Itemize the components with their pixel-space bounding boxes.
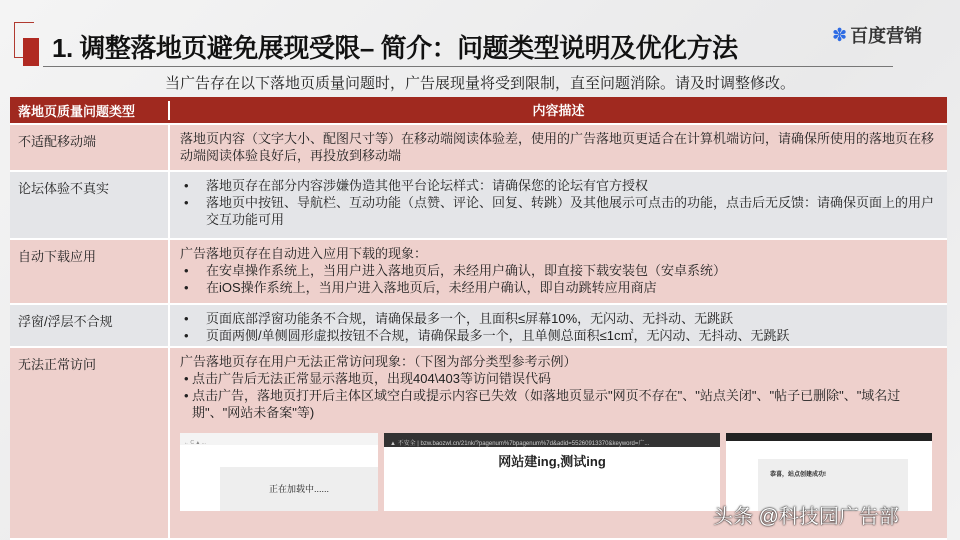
bullet-item: • 落地页存在部分内容涉嫌伪造其他平台论坛样式：请确保您的论坛有官方授权 [184,178,649,193]
issue-desc [170,240,947,303]
issue-type: 自动下载应用 [10,240,170,303]
decor-block [23,38,39,66]
table-row [10,172,947,240]
baidu-logo [832,22,922,48]
issues-table [10,97,947,540]
building-text: 网站建ing,测试ing [498,454,606,469]
bullet-item: • 在iOS操作系统上，当用户进入落地页后，未经用户确认，即自动跳转应用商店 [184,280,657,295]
paw-icon: ✽ [832,24,848,45]
column-header: 内容描述 [532,102,585,118]
table-header [10,97,947,125]
example-building-page [384,433,720,511]
bullet-item: • 页面底部浮窗功能条不合规，请确保最多一个，且面积≤屏幕10%，无闪动、无抖动、无跳跃 [184,311,734,326]
subtitle: 当广告存在以下落地页质量问题时，广告展现量将受到限制，直至问题消除。请及时调整修改。 [164,75,795,92]
bullet-item: • 页面两侧/单侧圆形虚拟按钮不合规，请确保最多一个，且单侧总面积≤1c㎡，无闪动、无抖动、无跳跃 [184,328,790,343]
issue-type: 不适配移动端 [10,125,170,170]
example-loading-page: ← C ▲ ... 正在加载中...... [180,433,378,511]
title-divider [43,66,893,67]
bullet-item: • 点击广告，落地页打开后主体区域空白或提示内容已失效（如落地页显示"网页不存在"、"站点关闭"、"帖子已删除"、"域名过期"、"网站未备案"等) [184,388,901,420]
issue-type: 论坛体验不真实 [10,172,170,238]
logo-text: 百度营销 [850,26,923,46]
bullet-item: • 落地页中按钮、导航栏、互动功能（点赞、评论、回复、转跳）及其他展示可点击的功能，点击后无反馈：请确保页面上的用户交互功能可用 [184,195,935,227]
column-header: 落地页质量问题类型 [10,101,170,120]
table-row [10,305,947,348]
issue-type: 无法正常访问 [10,348,170,538]
bullet-item: • 点击广告后无法正常显示落地页，出现404\403等访问错误代码 [184,371,551,386]
issue-desc [170,172,947,238]
success-text: 恭喜，站点创建成功! [758,459,908,511]
watermark: 头条 @科技园广告部 [713,506,899,528]
url-bar: ▲ 不安全 | bzw.baozwl.cn/21nk/?pagenum%7bpagenum%7d&adid=55260913370&keyword=广... [384,433,720,447]
issue-type: 浮窗/浮层不合规 [10,305,170,346]
table-row [10,125,947,172]
issue-desc: 落地页内容（文字大小、配图尺寸等）在移动端阅读体验差，使用的广告落地页更适合在计算机端访问，请确保所使用的落地页在移动端阅读体验良好后，再投放到移动端 [180,131,935,163]
loading-text: 正在加载中...... [220,467,378,511]
issue-desc [170,305,947,346]
desc-intro: 广告落地页存在用户无法正常访问现象：（下图为部分类型参考示例） [180,354,577,369]
desc-intro: 广告落地页存在自动进入应用下载的现象： [180,246,428,261]
table-row [10,240,947,305]
bullet-item: • 在安卓操作系统上，当用户进入落地页后，未经用户确认，即直接下载安装包（安卓系统） [184,263,727,278]
page-title: 1. 调整落地页避免展现受限– 简介：问题类型说明及优化方法 [52,33,738,63]
